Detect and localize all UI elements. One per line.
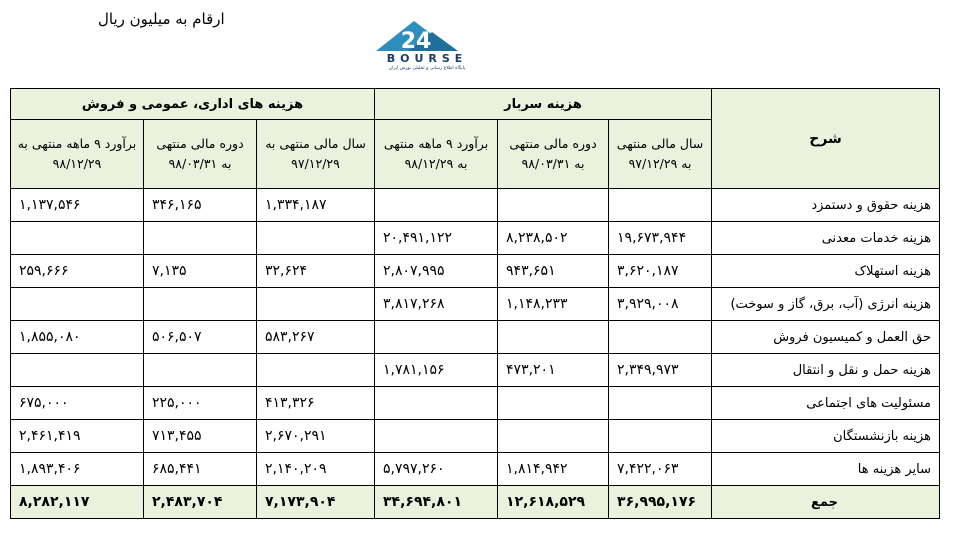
svg-text:BOURSE: BOURSE	[386, 52, 468, 65]
value-cell: ۶۷۵,۰۰۰	[11, 387, 144, 420]
value-cell: ۸,۲۳۸,۵۰۲	[498, 222, 609, 255]
value-cell	[498, 387, 609, 420]
value-cell: ۷,۱۳۵	[144, 255, 257, 288]
bourse24-logo	[356, 18, 498, 70]
value-cell	[609, 189, 712, 222]
value-cell: ۱,۷۸۱,۱۵۶	[375, 354, 498, 387]
value-cell	[144, 354, 257, 387]
value-cell	[498, 420, 609, 453]
value-cell: ۲,۳۴۹,۹۷۳	[609, 354, 712, 387]
row-label: هزینه انرژی (آب، برق، گاز و سوخت)	[712, 288, 940, 321]
value-cell	[375, 420, 498, 453]
value-cell: ۲۰,۴۹۱,۱۲۲	[375, 222, 498, 255]
value-cell	[375, 387, 498, 420]
row-label: هزینه حقوق و دستمزد	[712, 189, 940, 222]
value-cell: ۱۹,۶۷۳,۹۴۴	[609, 222, 712, 255]
value-cell: ۲,۶۷۰,۲۹۱	[257, 420, 375, 453]
header-admin-col-3: برآورد ۹ ماهه منتهی به ۹۸/۱۲/۲۹	[11, 120, 144, 189]
value-cell: ۲۲۵,۰۰۰	[144, 387, 257, 420]
header-overhead-col-3: برآورد ۹ ماهه منتهی به ۹۸/۱۲/۲۹	[375, 120, 498, 189]
value-cell: ۳۲,۶۲۴	[257, 255, 375, 288]
value-cell	[498, 189, 609, 222]
table-row	[11, 420, 940, 453]
row-label: سایر هزینه ها	[712, 453, 940, 486]
table-row	[11, 387, 940, 420]
value-cell	[11, 354, 144, 387]
value-cell: ۱,۸۹۳,۴۰۶	[11, 453, 144, 486]
value-cell	[375, 321, 498, 354]
value-cell	[498, 321, 609, 354]
header-overhead-col-2: دوره مالی منتهی به ۹۸/۰۳/۳۱	[498, 120, 609, 189]
table-row	[11, 189, 940, 222]
value-cell: ۲۵۹,۶۶۶	[11, 255, 144, 288]
value-cell: ۸,۲۸۲,۱۱۷	[11, 486, 144, 519]
value-cell: ۳۴,۶۹۴,۸۰۱	[375, 486, 498, 519]
svg-text:24: 24	[400, 29, 432, 54]
table-row	[11, 255, 940, 288]
svg-text:پایگاه اطلاع رسانی و تحلیلی بو: پایگاه اطلاع رسانی و تحلیلی بورس ایران	[388, 66, 466, 70]
header-sharh: شرح	[712, 89, 940, 189]
value-cell: ۷,۱۷۳,۹۰۴	[257, 486, 375, 519]
units-caption: ارقام به میلیون ریال	[98, 10, 225, 28]
value-cell	[375, 189, 498, 222]
value-cell	[11, 222, 144, 255]
value-cell: ۵,۷۹۷,۲۶۰	[375, 453, 498, 486]
value-cell: ۳۴۶,۱۶۵	[144, 189, 257, 222]
row-label: هزینه بازنشستگان	[712, 420, 940, 453]
value-cell: ۵۰۶,۵۰۷	[144, 321, 257, 354]
value-cell: ۷,۴۲۲,۰۶۳	[609, 453, 712, 486]
value-cell	[144, 222, 257, 255]
row-label: حق العمل و کمیسیون فروش	[712, 321, 940, 354]
value-cell: ۳۶,۹۹۵,۱۷۶	[609, 486, 712, 519]
value-cell	[609, 420, 712, 453]
value-cell	[257, 222, 375, 255]
expense-table	[10, 88, 940, 519]
value-cell: ۶۸۵,۴۴۱	[144, 453, 257, 486]
value-cell: ۳,۸۱۷,۲۶۸	[375, 288, 498, 321]
table-row	[11, 354, 940, 387]
table-row	[11, 222, 940, 255]
header-admin-col-1: سال مالی منتهی به ۹۷/۱۲/۲۹	[257, 120, 375, 189]
value-cell: ۱,۳۳۴,۱۸۷	[257, 189, 375, 222]
row-label: جمع	[712, 486, 940, 519]
value-cell: ۲,۱۴۰,۲۰۹	[257, 453, 375, 486]
value-cell	[144, 288, 257, 321]
header-admin-group: هزینه های اداری، عمومی و فروش	[11, 89, 375, 120]
value-cell	[257, 354, 375, 387]
header-overhead-col-1: سال مالی منتهی به ۹۷/۱۲/۲۹	[609, 120, 712, 189]
value-cell: ۴۷۳,۲۰۱	[498, 354, 609, 387]
value-cell	[609, 321, 712, 354]
value-cell: ۷۱۳,۴۵۵	[144, 420, 257, 453]
value-cell: ۱,۱۳۷,۵۴۶	[11, 189, 144, 222]
table-row	[11, 321, 940, 354]
row-label: هزینه خدمات معدنی	[712, 222, 940, 255]
value-cell: ۱,۸۱۴,۹۴۲	[498, 453, 609, 486]
value-cell: ۱۲,۶۱۸,۵۲۹	[498, 486, 609, 519]
value-cell: ۳,۹۲۹,۰۰۸	[609, 288, 712, 321]
value-cell: ۳,۶۲۰,۱۸۷	[609, 255, 712, 288]
value-cell: ۱,۸۵۵,۰۸۰	[11, 321, 144, 354]
row-label: هزینه حمل و نقل و انتقال	[712, 354, 940, 387]
header-overhead-group: هزینه سربار	[375, 89, 712, 120]
value-cell	[257, 288, 375, 321]
value-cell: ۵۸۳,۲۶۷	[257, 321, 375, 354]
value-cell	[11, 288, 144, 321]
value-cell: ۲,۴۶۱,۴۱۹	[11, 420, 144, 453]
table-row	[11, 288, 940, 321]
row-label: هزینه استهلاک	[712, 255, 940, 288]
value-cell: ۱,۱۴۸,۲۳۳	[498, 288, 609, 321]
table-row	[11, 453, 940, 486]
value-cell: ۴۱۳,۳۲۶	[257, 387, 375, 420]
header-admin-col-2: دوره مالی منتهی به ۹۸/۰۳/۳۱	[144, 120, 257, 189]
value-cell: ۲,۸۰۷,۹۹۵	[375, 255, 498, 288]
value-cell	[609, 387, 712, 420]
value-cell: ۲,۴۸۳,۷۰۴	[144, 486, 257, 519]
total-row	[11, 486, 940, 519]
row-label: مسئولیت های اجتماعی	[712, 387, 940, 420]
value-cell: ۹۴۳,۶۵۱	[498, 255, 609, 288]
